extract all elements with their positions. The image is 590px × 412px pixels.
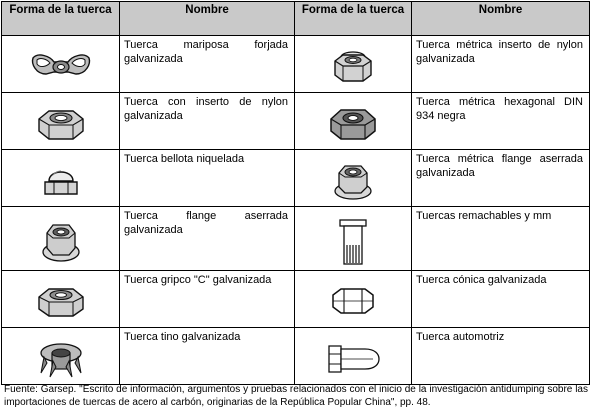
nut-name-cell: Tuerca métrica inserto de nylon galvanizada	[412, 36, 590, 93]
header-forma-right: Forma de la tuerca	[295, 2, 412, 36]
nut-name-cell: Tuerca gripco "C" galvanizada	[120, 271, 295, 328]
nut-image-cell	[2, 150, 120, 207]
nut-image-cell	[2, 271, 120, 328]
nut-name-cell: Tuerca métrica flange aserrada galvanizada	[412, 150, 590, 207]
header-nombre-right: Nombre	[412, 2, 590, 36]
nut-name-cell: Tuerca bellota niquelada	[120, 150, 295, 207]
gripco-nut-icon	[35, 283, 87, 321]
conical-nut-icon	[327, 285, 379, 319]
nut-name-cell: Tuerca automotriz	[412, 328, 590, 385]
header-nombre-left: Nombre	[120, 2, 295, 36]
nut-name-cell: Tuerca cónica galvanizada	[412, 271, 590, 328]
nut-image-cell	[2, 93, 120, 150]
automotive-lug-nut-icon	[325, 342, 381, 376]
nut-name-cell: Tuercas remachables y mm	[412, 207, 590, 271]
acorn-nut-icon	[39, 161, 83, 201]
table-row	[2, 93, 590, 150]
nut-image-cell	[2, 36, 120, 93]
tee-nut-icon	[37, 337, 85, 381]
nut-name-cell: Tuerca mariposa forjada galvanizada	[120, 36, 295, 93]
nut-name-cell: Tuerca con inserto de nylon galvanizada	[120, 93, 295, 150]
table-row	[2, 328, 590, 385]
nut-image-cell	[295, 150, 412, 207]
nylon-insert-nut-icon	[35, 105, 87, 143]
nut-image-cell	[295, 271, 412, 328]
wing-nut-icon	[30, 50, 92, 84]
table-row	[2, 36, 590, 93]
serrated-flange-nut-icon	[331, 159, 375, 203]
source-note: Fuente: Garsep. "Escrito de información, argumentos y pruebas relacionados con el inicio de la investigación antidumping sobre las importaciones de tuercas de acero al carbón, originarias de la República Popular China", pp. 48.	[4, 384, 588, 408]
nut-image-cell	[295, 93, 412, 150]
nut-image-cell	[295, 207, 412, 271]
nut-image-cell	[295, 328, 412, 385]
hex-nut-icon	[328, 104, 378, 144]
nut-image-cell	[2, 207, 120, 271]
header-row	[2, 2, 590, 36]
serrated-flange-nut-icon	[39, 219, 83, 265]
table-row	[2, 271, 590, 328]
nut-image-cell	[295, 36, 412, 93]
nut-name-cell: Tuerca flange aserrada galvanizada	[120, 207, 295, 271]
nylon-insert-nut-icon	[331, 47, 375, 87]
table-row	[2, 207, 590, 271]
header-forma-left: Forma de la tuerca	[2, 2, 120, 36]
nut-name-cell: Tuerca tino galvanizada	[120, 328, 295, 385]
nut-image-cell	[2, 328, 120, 385]
nut-types-table	[1, 1, 590, 385]
nut-name-cell: Tuerca métrica hexagonal DIN 934 negra	[412, 93, 590, 150]
rivet-nut-icon	[336, 217, 370, 267]
table-row	[2, 150, 590, 207]
